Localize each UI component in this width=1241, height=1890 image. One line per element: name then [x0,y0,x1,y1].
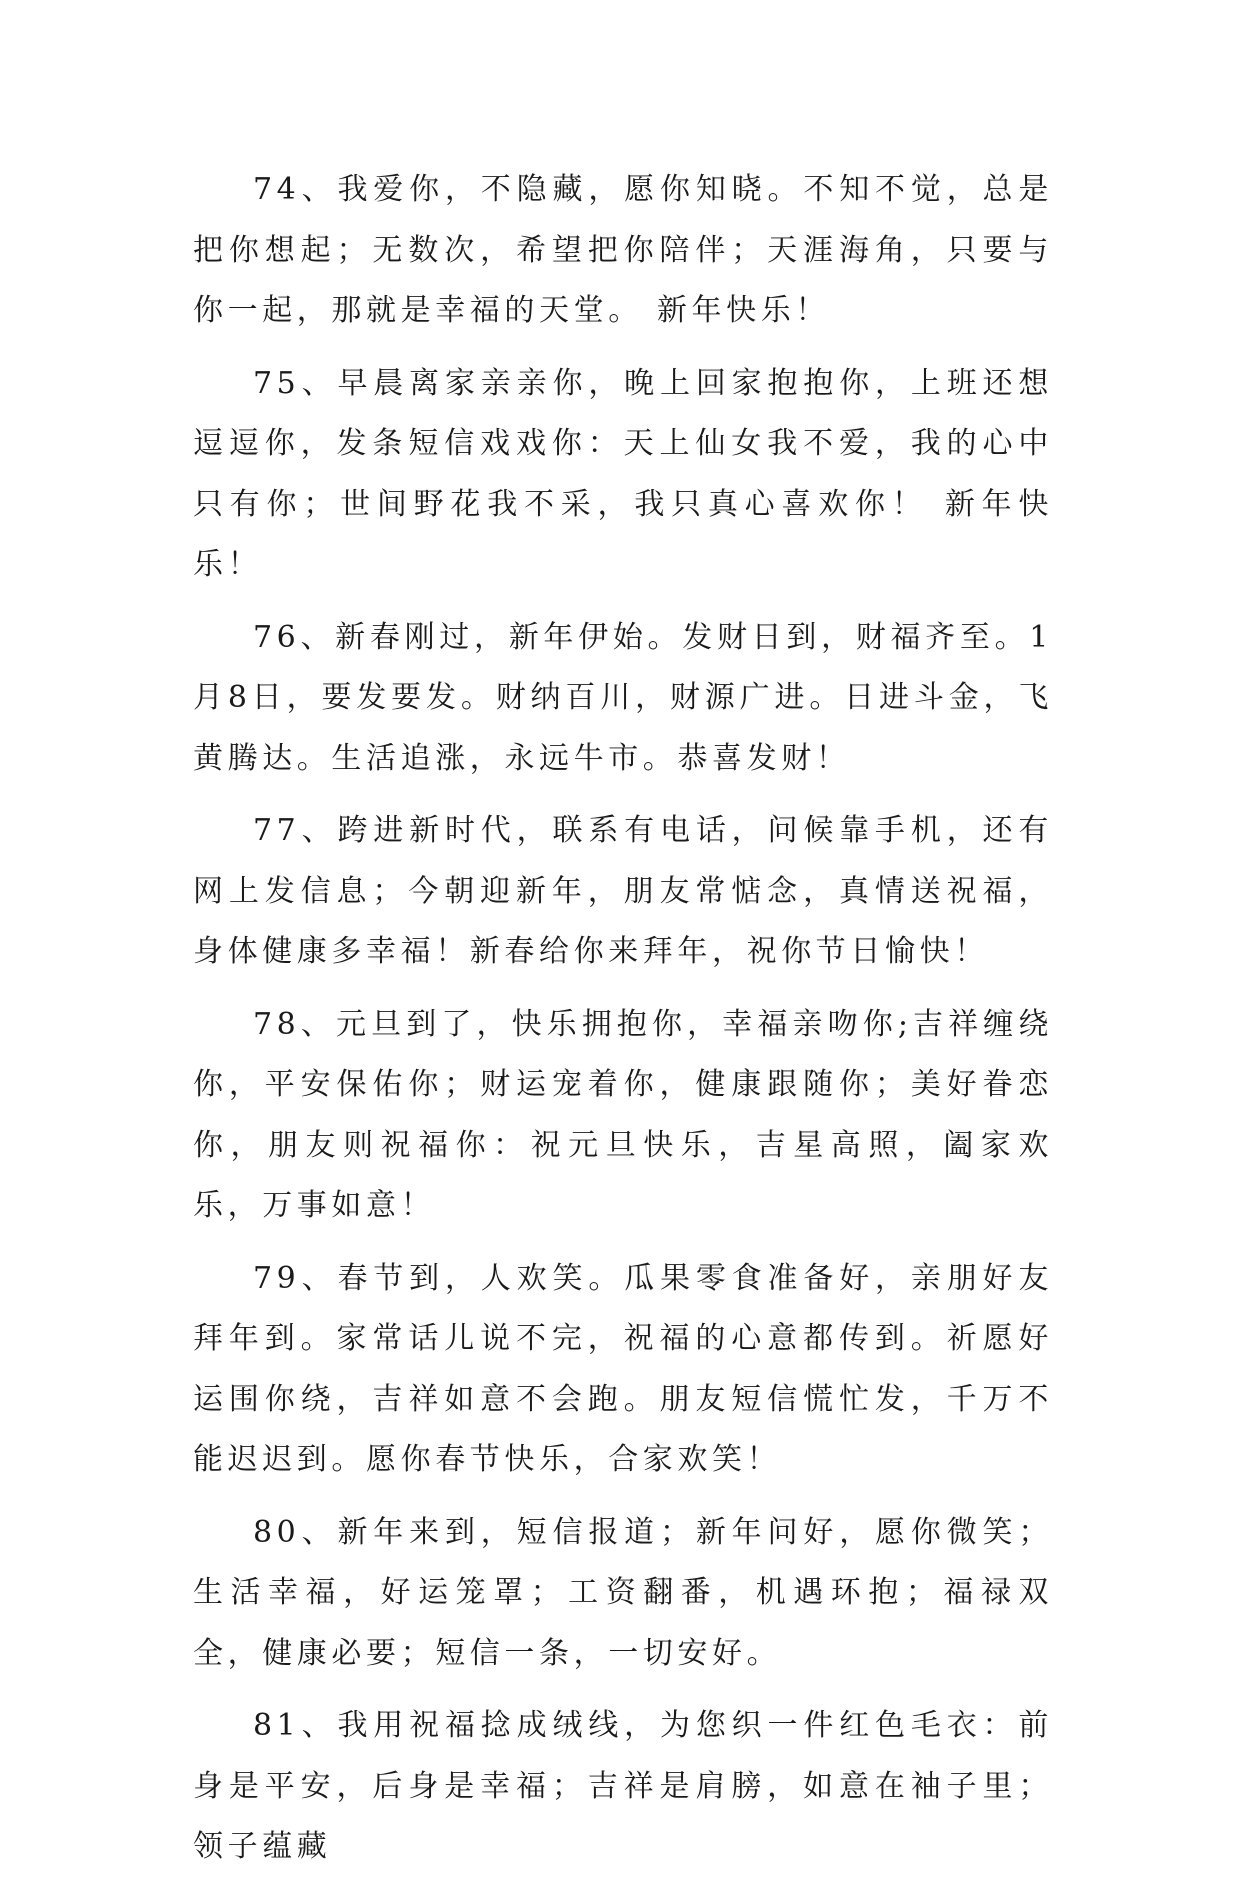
paragraph-74: 74、我爱你，不隐藏，愿你知晓。不知不觉，总是把你想起；无数次，希望把你陪伴；天涯海角，只要与你一起，那就是幸福的天堂。 新年快乐！ [193,172,1053,328]
paragraph-78: 78、元旦到了，快乐拥抱你，幸福亲吻你;吉祥缠绕你，平安保佑你；财运宠着你，健康跟随你；美好眷恋你，朋友则祝福你：祝元旦快乐，吉星高照，阖家欢乐，万事如意！ [193,1006,1053,1223]
paragraph-80: 80、新年来到，短信报道；新年问好，愿你微笑；生活幸福，好运笼罩；工资翻番，机遇环抱；福禄双全，健康必要；短信一条，一切安好。 [193,1514,1053,1671]
paragraph-79: 79、春节到，人欢笑。瓜果零食准备好，亲朋好友拜年到。家常话儿说不完，祝福的心意都传到。祈愿好运围你绕，吉祥如意不会跑。朋友短信慌忙发，千万不能迟迟到。愿你春节快乐，合家欢笑！ [193,1260,1053,1477]
paragraph-75: 75、早晨离家亲亲你，晚上回家抱抱你，上班还想逗逗你，发条短信戏戏你：天上仙女我不爱，我的心中只有你；世间野花我不采，我只真心喜欢你！ 新年快乐！ [193,365,1053,582]
document-body [193,160,1053,1890]
paragraph-76: 76、新春刚过，新年伊始。发财日到，财福齐至。1月8日，要发要发。财纳百川，财源广进。日进斗金，飞黄腾达。生活追涨，永远牛市。恭喜发财！ [193,619,1053,776]
paragraph-77: 77、跨进新时代，联系有电话，问候靠手机，还有网上发信息；今朝迎新年，朋友常惦念，真情送祝福，身体健康多幸福！新春给你来拜年，祝你节日愉快！ [193,813,1053,969]
paragraph-81: 81、我用祝福捻成绒线，为您织一件红色毛衣：前身是平安，后身是幸福；吉祥是肩膀，如意在袖子里；领子蕴藏 [193,1708,1053,1864]
